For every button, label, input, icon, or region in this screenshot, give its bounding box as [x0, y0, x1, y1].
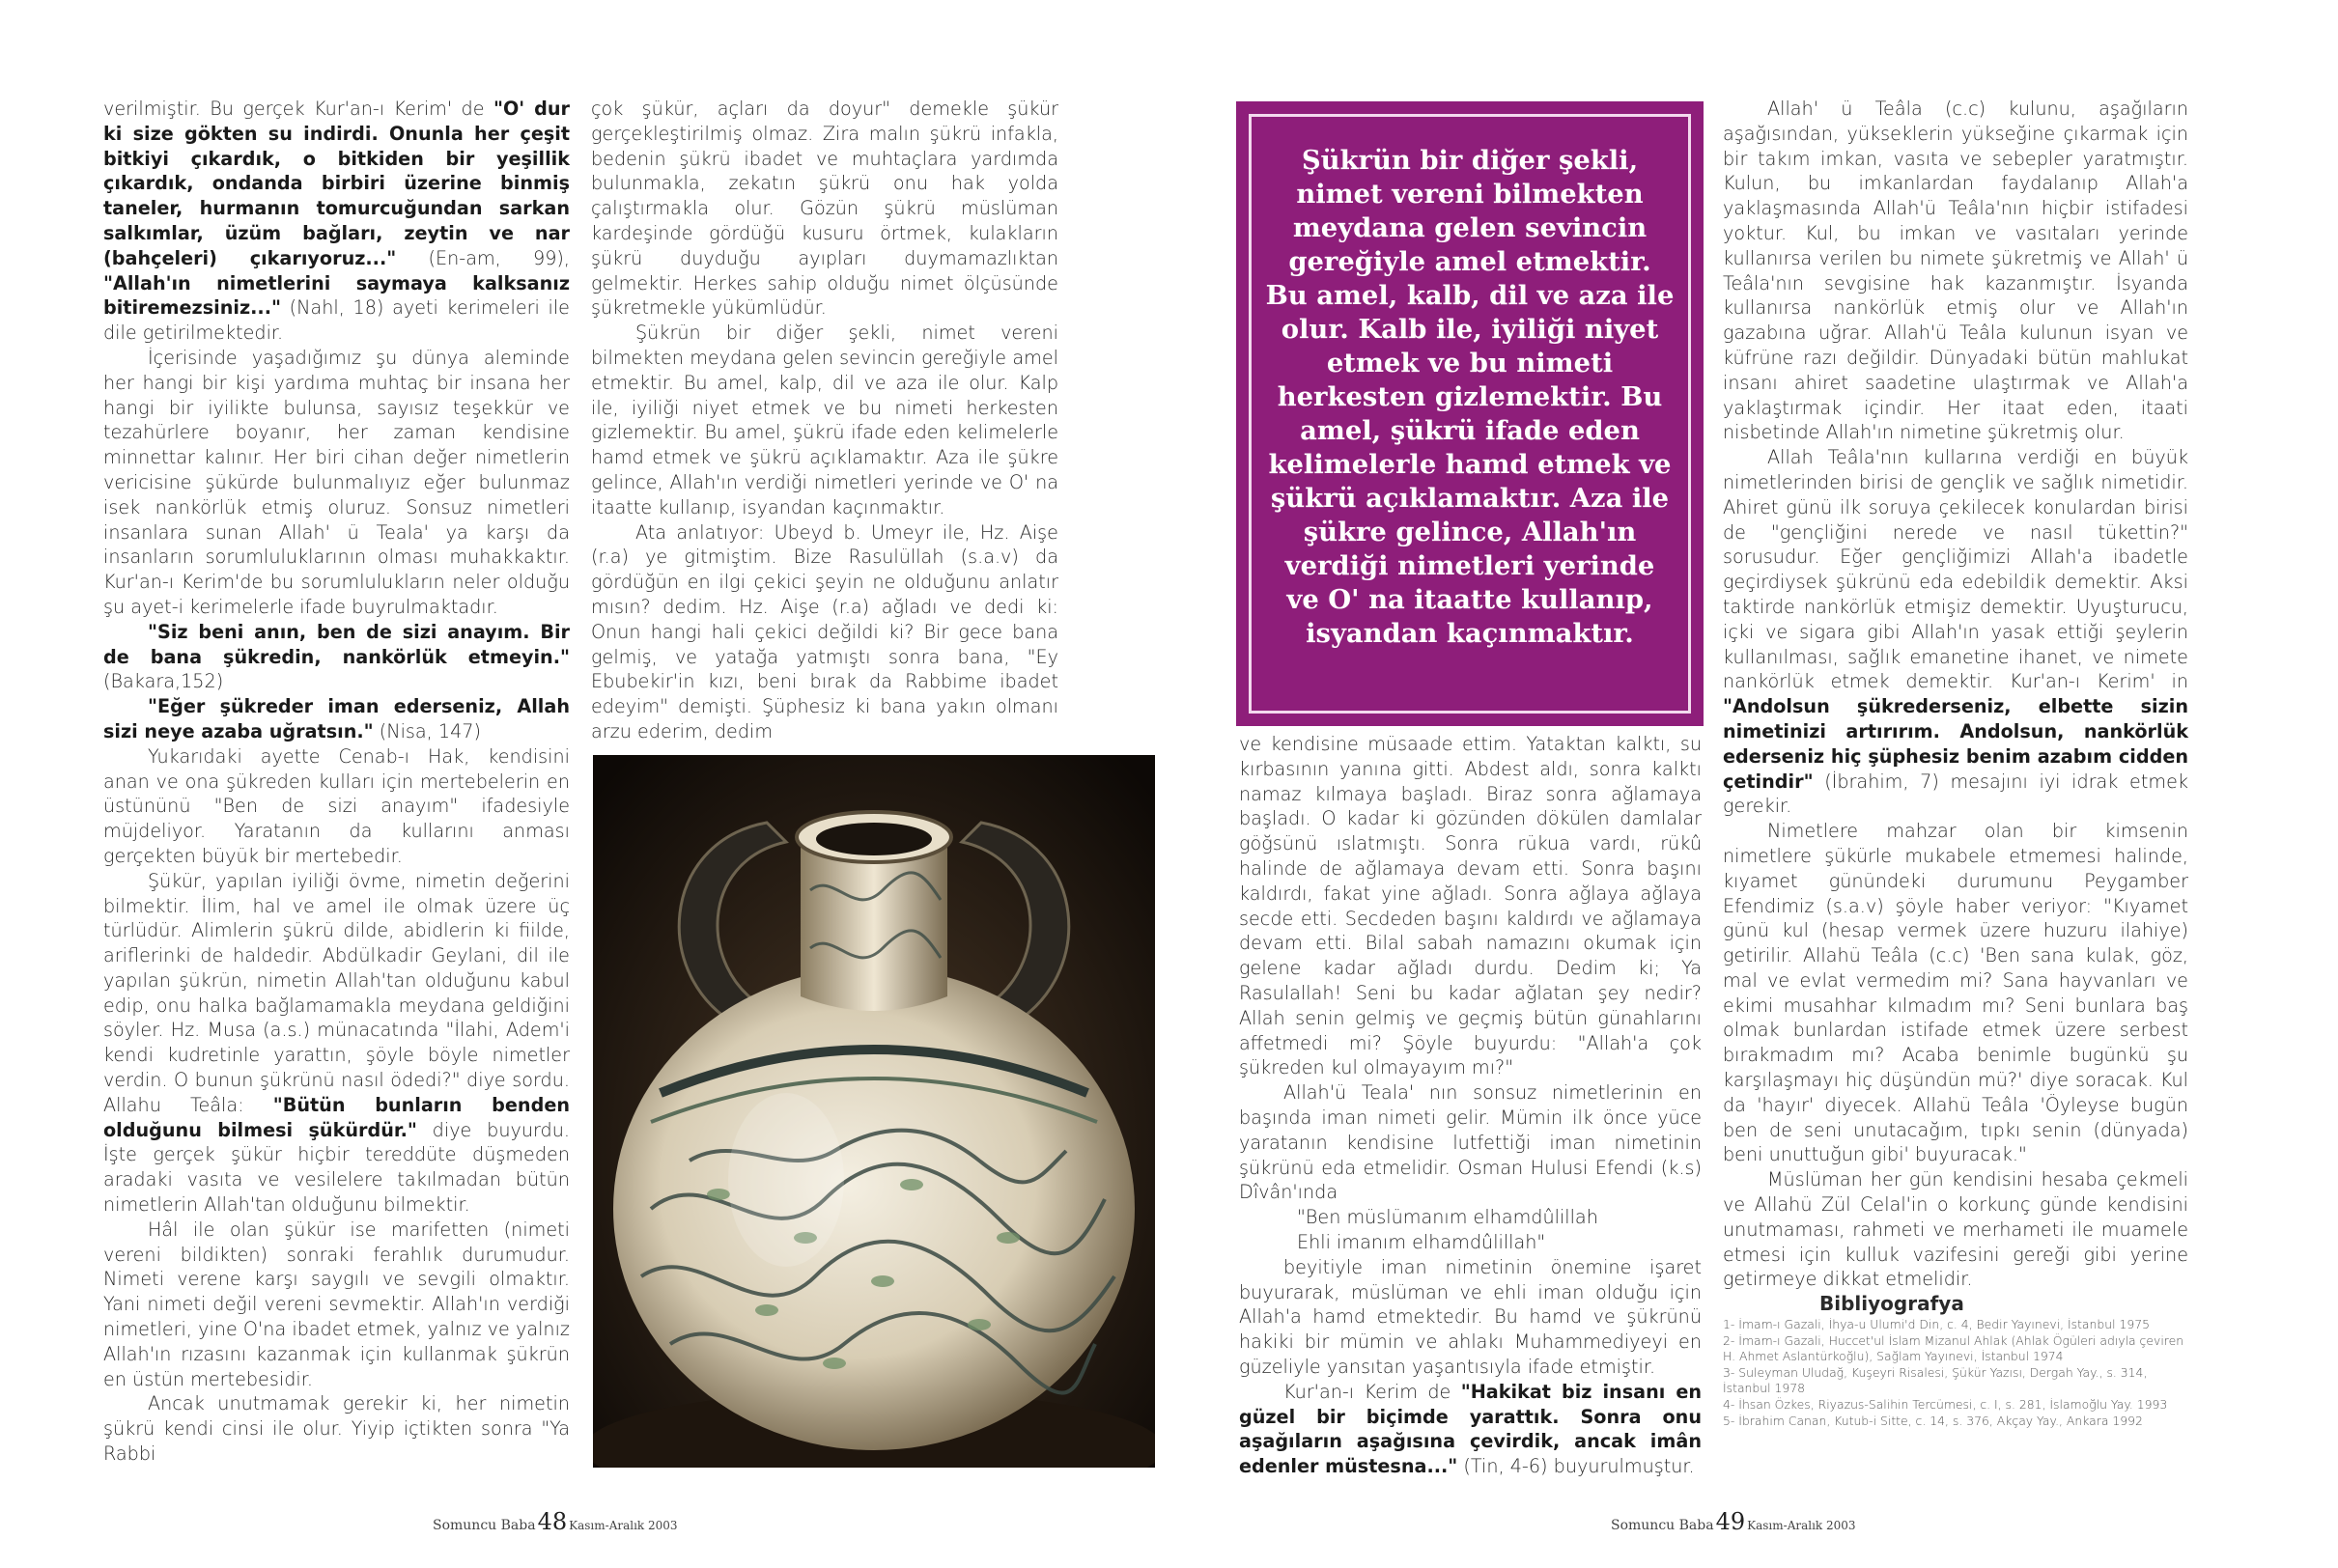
paragraph — [103, 744, 570, 869]
bibliography-item: 1- İmam-ı Gazali, İhya-u Ulumi'd Din, c. 4, Bedir Yayınevi, İstanbul 1975 — [1723, 1317, 2151, 1332]
verse-quote: "Siz beni anın, ben de sizi anayım. Bir de bana şükredin, nankörlük etmeyin." — [103, 620, 570, 668]
left-column-1 — [103, 97, 570, 1467]
paragraph — [103, 97, 570, 346]
vase-illustration — [593, 755, 1155, 1468]
text-run: Nimetlere mahzar olan bir kimsenin nimetlere şükürle mukabele etmemesi halinde, kıyamet günündeki durumunu Peygamber Efendimiz (s.a.v) şöyle haber veriyor: "Kıyamet günü kul (hesap vermek üzere huzuru ilahiye) getirilir. Allahü Teâla (c.c) 'Ben sana kulak, göz, mal ve evlat vermedim mi? Sana hayvanları ve ekimi musahhar kılmadım mı? Seni bunlara baş olmak bunlardan istifade etmek üzere serbest bırakmadım mı? Acaba benimle bugünkü şu karşılaşmayı hiç düşündün mü?' diye soracak. Kul da 'hayır' diyecek. Allahü Teâla 'Öyleyse bugün ben de seni unutacağım, tıpkı senin (dünyada) beni unuttuğun gibi' buyuracak." — [1723, 820, 2188, 1166]
text-run: Allah'ü Teala' nın sonsuz nimetlerinin en başında iman nimeti gelir. Mümin ilk önce yüce yaratanın kendisine lutfettiği iman nimetinin şükrünü eda etmelidir. Osman Hulusi Efendi (k.s) Dîvân'ında — [1239, 1081, 1702, 1204]
text-run: "Ben müslümanım elhamdûlillah — [1297, 1206, 1598, 1229]
paragraph — [1239, 1080, 1702, 1205]
vase-photo — [593, 755, 1155, 1468]
text-run: Şükür, yapılan iyiliği övme, nimetin değerini bilmektir. İlim, hal ve amel ile olmak üzere üç türlüdür. Alimlerin şükrü dilde, abidlerin ki fiilde, ariflerinki de haldedir. Abdülkadir Geylani, dil ile yapılan şükrün, nimetin Allah'tan olduğunu kabul edip, onu halka bağlamamakla meydana geldiğini söyler. Hz. Musa (a.s.) münacatında "İlahi, Adem'i kendi kudretinle yarattın, şöyle böyle nimetler verdin. O bunun şükrünü nasıl ödedi?" diye sordu. Allahu Teâla: — [103, 869, 570, 1116]
paragraph — [591, 321, 1058, 519]
paragraph — [1239, 1255, 1702, 1380]
paragraph — [103, 620, 570, 694]
bibliography-title: Bibliyografya — [1819, 1292, 1964, 1316]
pullquote-text: Şükrün bir diğer şekli, nimet vereni bilmekten meydana gelen sevincin gereğiyle amel etmektir. Bu amel, kalb, dil ve aza ile olur. Kalb ile, iyiliği niyet etmek ve bu nimeti herkesten gizlemektir. Bu amel, şükrü ifade eden kelimelerle hamd etmek ve şükrü açıklamaktır. Aza ile şükre gelince, Allah'ın verdiği nimetleri yerinde ve O' na itaatte kullanıp, isyandan kaçınmaktır. — [1249, 114, 1691, 714]
text-run: ve kendisine müsaade ettim. Yataktan kalktı, su kırbasının yanına gitti. Abdest aldı, sonra kalktı namaz kılmaya başladı. Biraz sonra ağlamaya başladı. O kadar ki gözünden dökülen damlalar göğsünü ıslatmıştı. Sonra rükua vardı, rükû halinde de ağlamaya devam etti. Sonra başını kaldırdı, fakat yine ağladı. Sonra ağlaya ağlaya secde etti. Secdeden başını kaldırdı ve ağlamaya devam etti. Bilal sabah namazını okumak için gelene kadar ağladı durdu. Dedim ki; Ya Rasulallah! Seni bu kadar ağlatan şey nedir? Allah senin gelmiş ve geçmiş bütün günahlarını affetmedi mi? Şöyle buyurdu: "Allah'a çok şükreden kul olmayayım mı?" — [1239, 733, 1702, 1079]
text-run: beyitiyle iman nimetinin önemine işaret buyurarak, müslüman ve ehli iman olduğu için Allah'a hamd etmektedir. Bu hamd ve şükrünü hakiki bir mümin ve ahlakı Muhammediyeyi en güzeliyle yansıtan yaşantısıyla ifade etmiştir. — [1239, 1255, 1702, 1378]
verse-quote: "Bütün bunların benden olduğunu bilmesi şükürdür." — [103, 1093, 570, 1141]
text-run: Ata anlatıyor: Ubeyd b. Umeyr ile, Hz. Aişe (r.a) ye gitmiştim. Bize Rasulüllah (s.a.v) da gördüğün en ilgi çekici şeyin ne olduğunu anlatır mısın? dedim. Hz. Aişe (r.a) ağladı ve dedi ki: Onun hangi hali çekici değildi ki? Bir gece bana gelmiş, ve yatağa yatmıştı sonra bana, "Ey Ebubekir'in kızı, beni bırak da Rabbime ibadet edeyim" demişti. Şüphesiz ki bana yakın olmanı arzu ederim, dedim — [591, 520, 1058, 742]
verse-quote: "Eğer şükreder iman ederseniz, Allah sizi neye azaba uğratsın." — [103, 695, 570, 742]
paragraph — [103, 869, 570, 1218]
text-run: (İbrahim, 7) mesajını iyi idrak etmek gerekir. — [1723, 770, 2188, 818]
paragraph — [591, 520, 1058, 744]
paragraph — [1239, 1380, 1702, 1479]
right-column-2-body — [1723, 97, 2188, 1292]
text-run: Yukarıdaki ayette Cenab-ı Hak, kendisini anan ve ona şükreden kulları için mertebelerin en üstününü "Ben de sizi anayım" ifadesiyle müjdeliyor. Yaratanın da kullarını anması gerçekten büyük bir mertebedir. — [103, 744, 570, 867]
text-run: verilmiştir. Bu gerçek Kur'an-ı Kerim' de — [103, 98, 493, 120]
paragraph — [591, 97, 1058, 321]
verse-quote: "Hakikat biz insanı en güzel bir biçimde yarattık. Sonra onu aşağıların aşağısına çevirdik, ancak imân edenler müstesna..." — [1239, 1380, 1702, 1478]
pullquote-box — [1236, 101, 1704, 726]
text-run: diye buyurdu. İşte gerçek şükür hiçbir tereddüte düşmeden aradaki vasıta ve vesilelere takılmadan bütün nimetlerin Allah'tan olduğunu bilmektir. — [103, 1118, 570, 1217]
text-run: (Nahl, 18) ayeti kerimeleri ile dile getirilmektedir. — [103, 296, 570, 345]
text-run: Kur'an-ı Kerim de — [1283, 1380, 1461, 1403]
right-column-1 — [1239, 732, 1702, 1479]
text-run: (Nisa, 147) — [373, 719, 481, 742]
text-run: Müslüman her gün kendisini hesaba çekmeli ve Allahü Zül Celal'in o korkunç günde kendisini unutmaması, rahmeti ve merhameti ile muamele etmesi için kulluk vazifesini gereği gibi yerine getirmeye dikkat etmelidir. — [1723, 1168, 2188, 1291]
left-column-2 — [591, 97, 1058, 744]
bibliography-item: 4- İhsan Özkes, Riyazus-Salihin Tercümesi, c. I, s. 281, İslamoğlu Yay. 1993 — [1723, 1397, 2168, 1413]
bibliography-list — [1723, 1317, 2188, 1429]
paragraph — [1723, 97, 2188, 445]
folio-left — [433, 1508, 678, 1535]
paragraph — [103, 1218, 570, 1392]
paragraph — [103, 1391, 570, 1466]
paragraph — [103, 694, 570, 744]
paragraph — [1239, 732, 1702, 1080]
text-run: Ehli imanım elhamdûlillah" — [1297, 1230, 1546, 1253]
folio-magazine: Somuncu Baba — [1611, 1518, 1714, 1533]
verse-quote: "Andolsun şükrederseniz, elbette sizin nimetinizi artırırım. Andolsun, nankörlük ederseniz hiç şüphesiz benim azabım cidden çetindir" — [1723, 695, 2188, 793]
paragraph — [1723, 819, 2188, 1167]
text-run: Allah' ü Teâla (c.c) kulunu, aşağıların aşağısından, yükseklerin yükseğine çıkarmak için bir takım imkan, vasıta ve sebepler yaratmıştır. Kulun, bu imkanlardan faydalanıp Allah'a yaklaşmasında Allah'ü Teâla'nın hiçbir istifadesi yoktur. Kul, bu imkan ve vasıtaları yerinde kullanırsa verilen bu nimete şükretmiş ve Allah' ü Teâla'nın sevgisine hak kazanmıştır. İsyanda kullanırsa nankörlük etmiş olur ve Allah'ın gazabına uğrar. Allah'ü Teâla kulunun isyan ve küfrüne razı değildir. Dünyadaki bütün mahlukat insanı ahiret saadetine ulaştırmak ve Allah'a yaklaştırmak içindir. Her itaat eden, itaati nisbetinde Allah'ın nimetine şükretmiş olur. — [1723, 98, 2188, 444]
text-run: (Tin, 4-6) buyurulmuştur. — [1457, 1455, 1695, 1478]
text-run: Ancak unutmamak gerekir ki, her nimetin şükrü kendi cinsi ile olur. Yiyip içtikten sonra "Ya Rabbi — [103, 1392, 570, 1466]
paragraph — [1723, 1167, 2188, 1292]
bibliography-item: 2- İmam-ı Gazali, Huccet'ul İslam Mizanul Ahlak (Ahlak Ögüleri adıyla çeviren H. Ahmet Aslantürkoğlu), Sağlam Yayınevi, İstanbul 1974 — [1723, 1332, 2184, 1364]
bibliography-item: 5- İbrahim Canan, Kutub-i Sitte, c. 14, s. 376, Akçay Yay., Ankara 1992 — [1723, 1413, 2143, 1428]
verse-quote: "Allah'ın nimetlerini saymaya kalksanız bitiremezsiniz..." — [103, 271, 570, 320]
folio-date: Kasım-Aralık 2003 — [1747, 1519, 1856, 1532]
paragraph — [1239, 1205, 1702, 1230]
text-run: Hâl ile olan şükür ise marifetten (nimeti vereni bildikten) sonraki ferahlık durumudur. Nimeti verene karşı saygılı ve sevgili olmaktır. Yani nimeti değil vereni sevmektir. Allah'ın verdiği nimetleri, yine O'na ibadet etmek, yalnız ve yalnız Allah'ın rızasını kazanmak için kullanmak şükrün en üstün mertebesidir. — [103, 1218, 570, 1390]
verse-quote: "O' dur ki size gökten su indirdi. Onunla her çeşit bitkiyi çıkardık, o bitkiden bir yeşillik çıkardık, ondanda birbiri üzerine binmiş taneler, hurmanın tomurcuğundan sarkan salkımlar, üzüm bağları, zeytin ve nar (bahçeleri) çıkarıyoruz..." — [103, 98, 570, 269]
bibliography-item: 3- Suleyman Uludağ, Kuşeyri Risalesi, Şükür Yazısı, Dergah Yay., s. 314, İstanbul 1978 — [1723, 1364, 2148, 1396]
folio-page-number: 48 — [537, 1508, 568, 1535]
right-column-2 — [1723, 97, 2188, 1429]
text-run: İçerisinde yaşadığımız şu dünya aleminde her hangi bir kişi yardıma muhtaç bir insana her hangi bir iyilikte bulunsa, sayısız teşekkür ve tezahürlere boyanır, her zaman kendisine minnettar kalınır. Her biri cihan değer nimetlerin vericisine şükürde bulunmalıyız eğer bulunmaz isek nankörlük etmiş oluruz. Sonsuz nimetleri insanlara sunan Allah' ü Teala' ya karşı da insanların sorumluluklarının olması muhakkaktır. Kur'an-ı Kerim'de bu sorumlulukların neler olduğu şu ayet-i kerimelerle ifade buyrulmaktadır. — [103, 346, 570, 618]
folio-magazine: Somuncu Baba — [433, 1518, 536, 1533]
text-run: çok şükür, açları da doyur" demekle şükür gerçekleştirilmiş olmaz. Zira malın şükrü infakla, bedenin şükrü ibadet ve muhtaçlara yardımda bulunmakla, zekatın şükrü onu hak yolda çalıştırmakla olur. Gözün şükrü müslüman kardeşinde gördüğü kusuru örtmek, kulakların şükrü duyduğu ayıpları duymamazlıktan gelmektir. Herkes sahip olduğu nimet ölçüsünde şükretmekle yükümlüdür. — [591, 98, 1058, 320]
paragraph — [1239, 1230, 1702, 1255]
folio-page-number: 49 — [1715, 1508, 1746, 1535]
folio-right — [1611, 1508, 1856, 1535]
text-run: (En-am, 99), — [396, 246, 570, 269]
text-run: Şükrün bir diğer şekli, nimet vereni bilmekten meydana gelen sevincin gereğiyle amel etmektir. Bu amel, kalp, dil ve aza ile olur. Kalp ile, iyiliği niyet etmek ve bu nimeti herkesten gizlemektir. Bu amel, şükrü ifade eden kelimelerle hamd etmek ve şükrü açıklamaktır. Aza ile şükre gelince, Allah'ın verdiği nimetleri yerinde ve O' na itaatte kullanıp, isyandan kaçınmaktır. — [591, 322, 1058, 518]
paragraph — [1723, 445, 2188, 819]
folio-date: Kasım-Aralık 2003 — [569, 1519, 678, 1532]
paragraph — [103, 346, 570, 620]
text-run: Allah Teâla'nın kullarına verdiği en büyük nimetlerinden birisi de gençlik ve sağlık nimetidir. Ahiret günü ilk soruya çekilecek konulardan birisi de "gençliğini nerede ve nasıl tükettin?" sorusudur. Eğer gençliğimizi Allah'a ibadetle geçirdiysek şükrünü eda edebildik demektir. Aksi taktirde nankörlük etmişiz demektir. Uyuşturucu, içki ve sigara gibi Allah'ın yasak ettiği şeylerin kullanılması, sağlık emanetine ihanet, ve nimete nankörlük etmek demektir. Kur'an-ı Kerim' in — [1723, 446, 2188, 693]
text-run: (Bakara,152) — [103, 670, 224, 693]
